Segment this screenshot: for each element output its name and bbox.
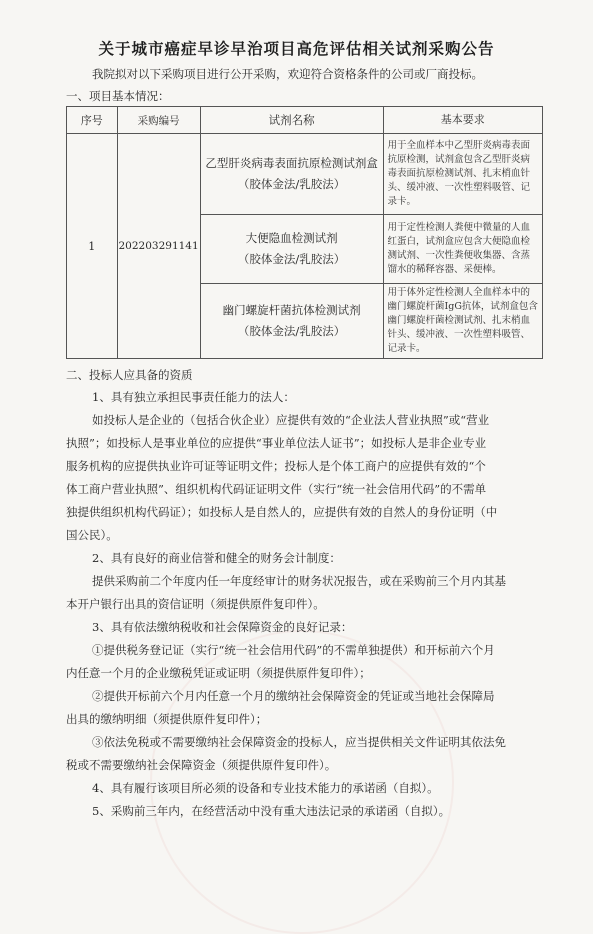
cell-name bbox=[200, 215, 383, 284]
reagent-name: 乙型肝炎病毒表面抗原检测试剂盒 bbox=[205, 156, 378, 170]
reagent-method: （胶体金法/乳胶法） bbox=[237, 252, 346, 266]
paragraph-line: 体工商户营业执照”、组织机构代码证证明文件（实行“统一社会信用代码”的不需单 bbox=[66, 482, 487, 496]
intro-text: 我院拟对以下采购项目进行公开采购，欢迎符合资格条件的公司或厂商投标。 bbox=[92, 67, 483, 81]
section-1-heading: 一、项目基本情况： bbox=[66, 89, 170, 103]
qualification-2-title: 2、具有良好的商业信誉和健全的财务会计制度： bbox=[92, 551, 341, 565]
cell-code: 202203291141 bbox=[117, 134, 200, 359]
cell-requirements: 用于体外定性检测人全血样本中的幽门螺旋杆菌IgG抗体，试剂盒包含幽门螺旋杆菌检测试剂、扎末梢血针头、缓冲液、一次性塑料吸管、记录卡。 bbox=[383, 284, 543, 359]
qualification-5: 5、采购前三年内，在经营活动中没有重大违法记录的承诺函（自拟）。 bbox=[92, 804, 451, 818]
paragraph-line: 如投标人是企业的（包括合伙企业）应提供有效的“企业法人营业执照”或“营业 bbox=[92, 413, 490, 427]
header-code: 采购编号 bbox=[117, 107, 200, 134]
cell-requirements: 用于定性检测人粪便中微量的人血红蛋白，试剂盒应包含大便隐血检测试剂、一次性粪便收集器、含蒸馏水的稀释容器、采便棒。 bbox=[383, 215, 543, 284]
paragraph-line: 出具的缴纳明细（须提供原件复印件）； bbox=[66, 712, 268, 726]
qualification-4: 4、具有履行该项目所必须的设备和专业技术能力的承诺函（自拟）。 bbox=[92, 781, 439, 795]
reagent-name: 大便隐血检测试剂 bbox=[245, 231, 338, 245]
paragraph-line: ②提供开标前六个月内任意一个月的缴纳社会保障资金的凭证或当地社会保障局 bbox=[92, 689, 495, 703]
header-name: 试剂名称 bbox=[200, 107, 383, 134]
cell-name bbox=[200, 134, 383, 215]
reagent-name: 幽门螺旋杆菌抗体检测试剂 bbox=[222, 303, 361, 317]
table-row bbox=[67, 134, 543, 215]
table-header-row bbox=[67, 107, 543, 134]
paragraph-line: 税或不需要缴纳社会保障资金（须提供原件复印件）。 bbox=[66, 758, 337, 772]
paragraph-line: 国公民）。 bbox=[66, 528, 118, 542]
procurement-table bbox=[66, 106, 543, 359]
paragraph-line: ③依法免税或不需要缴纳社会保障资金的投标人，应当提供相关文件证明其依法免 bbox=[92, 735, 506, 749]
qualification-3-title: 3、具有依法缴纳税收和社会保障资金的良好记录： bbox=[92, 620, 353, 634]
cell-requirements: 用于全血样本中乙型肝炎病毒表面抗原检测，试剂盒包含乙型肝炎病毒表面抗原检测试剂、扎末梢血针头、缓冲液、一次性塑料吸管、记录卡。 bbox=[383, 134, 543, 215]
document-title: 关于城市癌症早诊早治项目高危评估相关试剂采购公告 bbox=[98, 39, 495, 58]
section-2-heading: 二、投标人应具备的资质 bbox=[66, 368, 193, 382]
reagent-method: （胶体金法/乳胶法） bbox=[237, 324, 346, 338]
header-no: 序号 bbox=[67, 107, 118, 134]
cell-name bbox=[200, 284, 383, 359]
cell-no: 1 bbox=[67, 134, 118, 359]
qualification-1-title: 1、具有独立承担民事责任能力的法人： bbox=[92, 390, 295, 404]
paragraph-line: 本开户银行出具的资信证明（须提供原件复印件）。 bbox=[66, 597, 325, 611]
paragraph-line: 内任意一个月的企业缴税凭证或证明（须提供原件复印件）； bbox=[66, 666, 371, 680]
paragraph-line: ①提供税务登记证（实行“统一社会信用代码”的不需单独提供）和开标前六个月 bbox=[92, 643, 495, 657]
paragraph-line: 执照”；如投标人是事业单位的应提供“事业单位法人证书”；如投标人是非企业专业 bbox=[66, 436, 487, 450]
reagent-method: （胶体金法/乳胶法） bbox=[237, 177, 346, 191]
header-requirements: 基本要求 bbox=[383, 107, 543, 134]
paragraph-line: 独提供组织机构代码证）；如投标人是自然人的，应提供有效的自然人的身份证明（中 bbox=[66, 505, 498, 519]
paragraph-line: 提供采购前二个年度内任一年度经审计的财务状况报告，或在采购前三个月内其基 bbox=[92, 574, 506, 588]
paragraph-line: 服务机构的应提供执业许可证等证明文件；投标人是个体工商户的应提供有效的“个 bbox=[66, 459, 486, 473]
